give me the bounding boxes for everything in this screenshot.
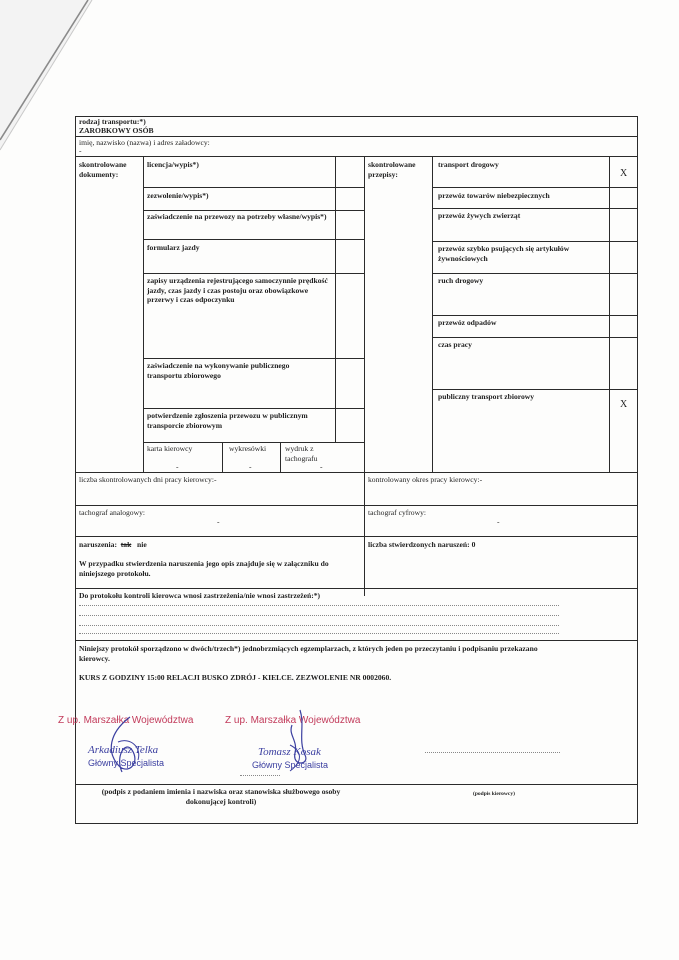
violations-no: nie [137,540,147,549]
loader-label: imię, nazwisko (nazwa) i adres załadowcy: [79,138,210,147]
violations-note: W przypadku stwierdzenia naruszenia jego opis znajduje się w załączniku do niniejszego protokołu. [79,559,329,578]
doc-row-notification: potwierdzenie zgłoszenia przewozu w publicznym transporcie zbiorowym [147,411,308,430]
printout-label: wydruk z tachografu [285,444,318,463]
signature-right [270,705,330,780]
doc-row-driving-form: formularz jazdy [147,243,200,252]
work-days-label: liczba skontrolowanych dni pracy kierowcy:- [79,475,217,484]
reg-row-road-transport: transport drogowy [438,160,499,169]
reg-row-road-transport-mark: X [620,168,628,179]
reg-row-public-transport: publiczny transport zbiorowy [438,392,535,401]
stamp-right-line1: Z up. Marszałka Województwa [225,715,361,726]
inspectors-signature-caption: (podpis z podaniem imienia i nazwiska oraz stanowiska służbowego osoby dokonującej kontroli) [101,787,341,806]
digital-tacho-value: - [497,517,500,526]
analog-tacho-value: - [217,517,220,526]
digital-tacho-label: tachograf cyfrowy: [368,508,426,517]
reg-row-public-transport-mark: X [620,399,628,410]
driver-card-value: - [176,462,179,471]
printout-value: - [320,462,323,471]
stamp-right-name: Tomasz Kosak [258,746,321,758]
reg-row-working-time: czas pracy [438,340,472,349]
reg-row-perishable-food: przewóz szybko psujących się artykułów żywnościowych [438,244,570,263]
violations-count: liczba stwierdzonych naruszeń: 0 [368,540,476,549]
stamp-right-title: Główny Specjalista [252,760,329,770]
doc-row-licence: licencja/wypis*) [147,160,199,169]
transport-type-label: rodzaj transportu:*) [79,117,146,126]
reg-row-live-animals: przewóz żywych zwierząt [438,211,521,220]
violations-yes-struck: tak [120,540,132,549]
regulations-title: skontrolowane przepisy: [368,160,416,179]
doc-row-recorder: zapisy urządzenia rejestrującego samoczynnie prędkość jazdy, czas jazdy i czas postoju oraz obowiązkowe przerwy i czas odpoczynku [147,276,328,304]
signature-left [100,712,160,782]
closing-statement: Niniejszy protokół sporządzono w dwóch/trzech*) jednobrzmiących egzemplarzach, z których jeden po przeczytaniu i podpisaniu przekazano kierowcy. [79,644,538,663]
analog-tacho-label: tachograf analogowy: [79,508,145,517]
objections-label: Do protokołu kontroli kierowca wnosi zastrzeżenia/nie wnosi zastrzeżeń:*) [79,591,321,600]
documents-title: skontrolowane dokumenty: [79,160,127,179]
reg-row-dangerous-goods: przewóz towarów niebezpiecznych [438,191,550,200]
violations-label: naruszenia: tak nie [79,540,147,549]
transport-type-value: ZAROBKOWY OSÓB [79,126,154,135]
course-info: KURS Z GODZINY 15:00 RELACJI BUSKO ZDRÓJ - KIELCE. ZEZWOLENIE NR 0002060. [79,673,392,682]
reg-row-road-traffic: ruch drogowy [438,276,484,285]
doc-row-public-cert: zaświadczenie na wykonywanie publicznego transportu zbiorowego [147,361,290,380]
loader-value: - [79,146,82,155]
driver-card-label: karta kierowcy [147,444,193,453]
charts-value: - [249,462,252,471]
stamp-left-line1: Z up. Marszałka Województwa [58,715,194,726]
doc-row-own-account: zaświadczenie na przewozy na potrzeby własne/wypis*) [147,212,327,221]
reg-row-waste: przewóz odpadów [438,318,497,327]
stamp-left-name: Arkadiusz Telka [88,744,159,756]
charts-label: wykresówki [229,444,267,453]
work-period-label: kontrolowany okres pracy kierowcy:- [368,475,483,484]
driver-signature-caption: (podpis kierowcy) [473,791,515,797]
stamp-left-title: Główny Specjalista [88,758,165,768]
doc-row-permit: zezwolenie/wypis*) [147,191,209,200]
